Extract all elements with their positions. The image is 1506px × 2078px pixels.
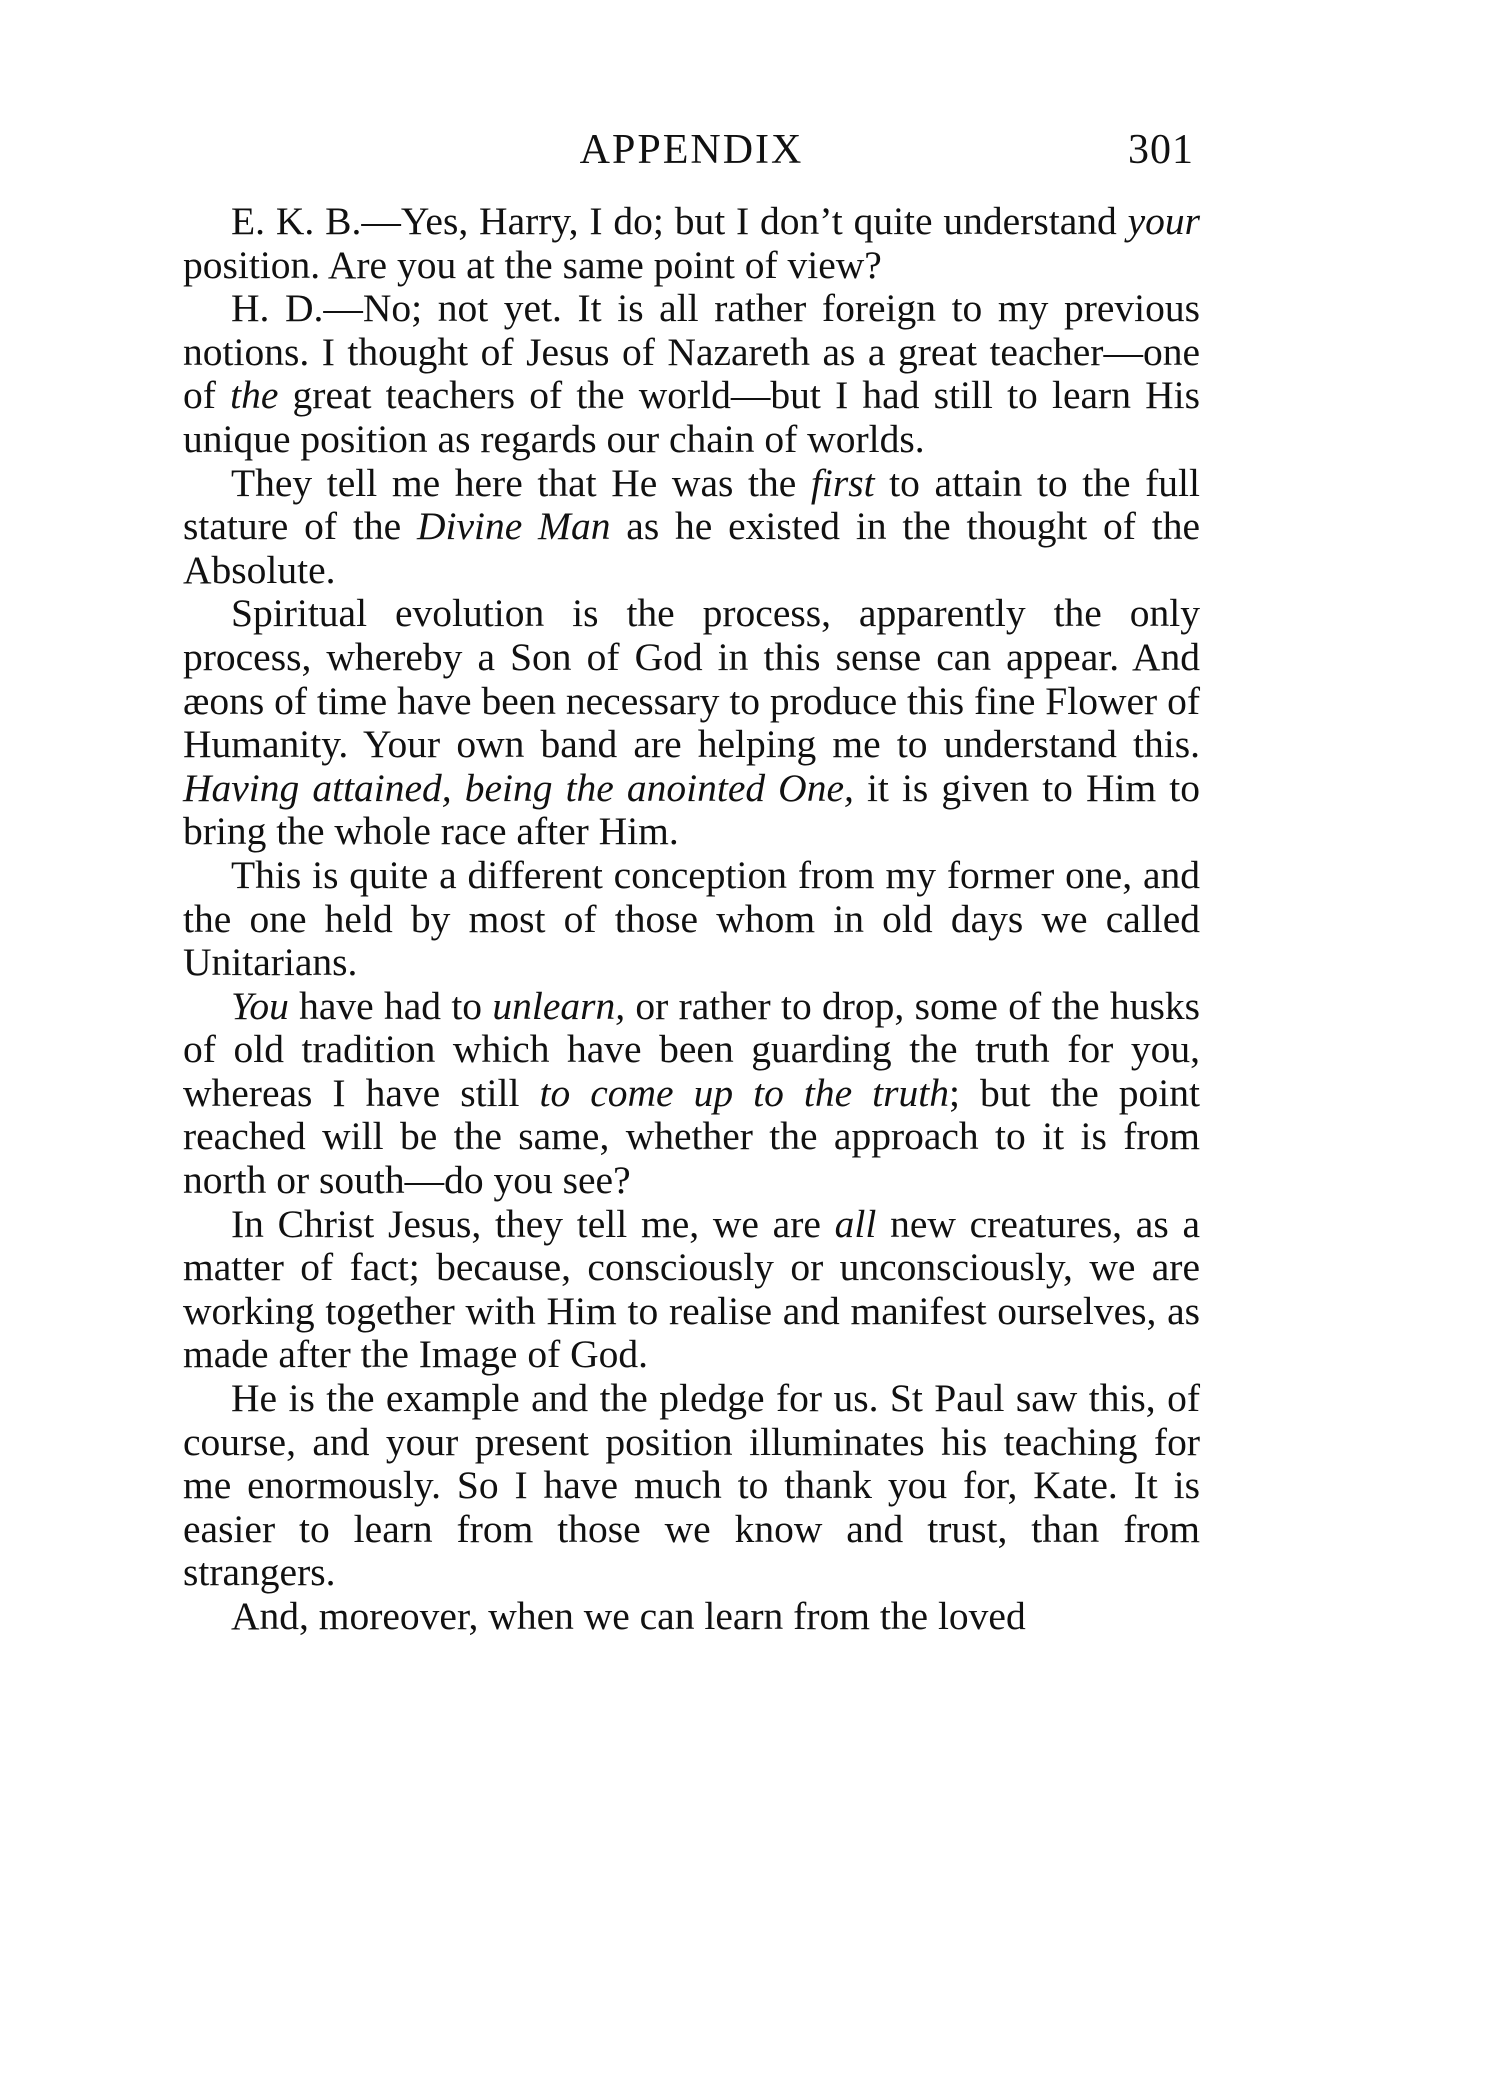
paragraph (183, 592, 1200, 854)
paragraph (183, 854, 1200, 985)
paragraph (183, 1377, 1200, 1595)
text-run: new creatures, as a matter of fact; because, consciously or unconsciously, we are working together with Him to realise and manifest ourselves, as made after the Image of God. (183, 1201, 1200, 1377)
text-run: In Christ Jesus, they tell me, we are (231, 1201, 835, 1246)
paragraph (183, 200, 1200, 287)
text-run: have had to (288, 983, 493, 1028)
text-run-italic: Divine Man (416, 504, 611, 549)
text-run-italic: your (1127, 199, 1200, 243)
text-run-italic: first (810, 460, 875, 505)
text-run: And, moreover, when we can learn from the loved (231, 1594, 1026, 1638)
text-run: They tell me here that He was the (231, 460, 811, 505)
text-run-italic: You (231, 983, 289, 1028)
paragraph (183, 985, 1200, 1203)
text-run-italic: unlearn, (492, 983, 626, 1028)
text-run-italic: the (230, 373, 279, 418)
text-run: as he existed in the thought of the Absolute. (183, 504, 1200, 592)
text-run: position. Are you at the same point of view? (183, 242, 882, 287)
text-run-italic: Having attained, being the anointed One, (183, 765, 854, 810)
paragraph (183, 462, 1200, 593)
text-run: great teachers of the world—but I had still to learn His unique position as regards our chain of worlds. (183, 373, 1200, 461)
text-run: ; but the point reached will be the same, whether the approach to it is from north or south—do you see? (183, 1070, 1201, 1203)
text-run: H. D.—No; not yet. It is all rather foreign to my previous notions. I thought of Jesus of Nazareth as a great teacher—one of (183, 286, 1200, 418)
text-run: E. K. B.—Yes, Harry, I do; but I don’t quite understand (231, 199, 1128, 243)
paragraph (183, 1203, 1200, 1377)
text-run: to attain to the full stature of the (183, 460, 1200, 549)
text-run: This is quite a different conception from my former one, and the one held by most of those whom in old days we called Unitarians. (183, 852, 1200, 985)
body-text (183, 200, 1200, 2000)
paragraph (183, 287, 1200, 461)
text-run-italic: all (834, 1201, 877, 1246)
text-run: He is the example and the pledge for us. St Paul saw this, of course, and your present position illuminates his teaching for me enormously. So I have much to thank you for, Kate. It is easier to learn from those we know and trust, than from strangers. (183, 1376, 1200, 1595)
page-number: 301 (1128, 127, 1194, 173)
running-title: APPENDIX (579, 127, 804, 173)
text-run: or rather to drop, some of the husks of old tradition which have been guarding the truth for you, whereas I have still (183, 983, 1200, 1115)
running-header (183, 120, 1200, 180)
paragraph (183, 1595, 1200, 1639)
text-run: it is given to Him to bring the whole race after Him. (183, 765, 1200, 854)
text-run-italic: to come up to the truth (539, 1070, 950, 1115)
text-run: Spiritual evolution is the process, apparently the only process, whereby a Son of God in this sense can appear. And æons of time have been necessary to produce this fine Flower of Humanity. Your own band are helping me to understand this. (183, 591, 1200, 767)
